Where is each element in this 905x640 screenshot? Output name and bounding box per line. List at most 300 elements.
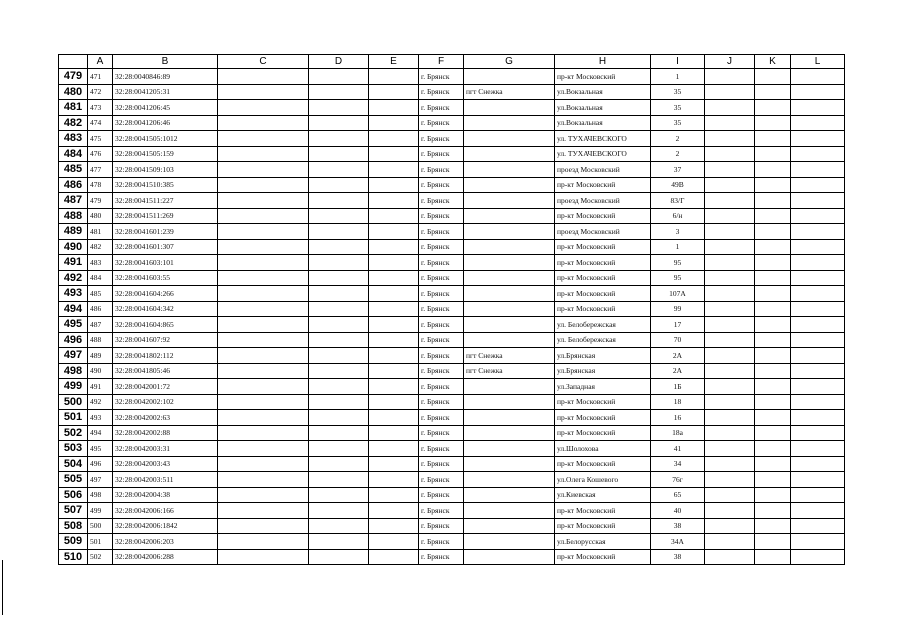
cell-d[interactable] [309, 332, 369, 348]
cell-a[interactable]: 476 [88, 146, 113, 162]
cell-g[interactable] [464, 69, 555, 85]
cell-d[interactable] [309, 472, 369, 488]
cell-l[interactable] [791, 410, 845, 426]
cell-k[interactable] [755, 131, 791, 147]
cell-f[interactable]: г. Брянск [419, 363, 464, 379]
cell-d[interactable] [309, 177, 369, 193]
cell-i[interactable]: 95 [651, 255, 705, 271]
cell-l[interactable] [791, 224, 845, 240]
cell-e[interactable] [369, 255, 419, 271]
cell-c[interactable] [218, 425, 309, 441]
cell-c[interactable] [218, 379, 309, 395]
cell-g[interactable]: пгт Снежка [464, 363, 555, 379]
cell-g[interactable] [464, 208, 555, 224]
cell-c[interactable] [218, 193, 309, 209]
row-number[interactable]: 494 [59, 301, 88, 317]
row-number[interactable]: 481 [59, 100, 88, 116]
cell-c[interactable] [218, 487, 309, 503]
cell-i[interactable]: 95 [651, 270, 705, 286]
cell-i[interactable]: 6/н [651, 208, 705, 224]
cell-h[interactable]: пр-кт Московский [555, 425, 651, 441]
cell-b[interactable]: 32:28:0042003:31 [113, 441, 218, 457]
cell-j[interactable] [705, 208, 755, 224]
cell-k[interactable] [755, 84, 791, 100]
row-number[interactable]: 496 [59, 332, 88, 348]
cell-h[interactable]: ул.Брянская [555, 348, 651, 364]
cell-i[interactable]: 2А [651, 363, 705, 379]
cell-j[interactable] [705, 177, 755, 193]
cell-c[interactable] [218, 255, 309, 271]
cell-j[interactable] [705, 456, 755, 472]
cell-a[interactable]: 498 [88, 487, 113, 503]
cell-i[interactable]: 34 [651, 456, 705, 472]
cell-d[interactable] [309, 224, 369, 240]
cell-c[interactable] [218, 162, 309, 178]
cell-a[interactable]: 481 [88, 224, 113, 240]
cell-e[interactable] [369, 534, 419, 550]
cell-h[interactable]: пр-кт Московский [555, 239, 651, 255]
cell-a[interactable]: 493 [88, 410, 113, 426]
cell-h[interactable]: пр-кт Московский [555, 270, 651, 286]
cell-l[interactable] [791, 503, 845, 519]
cell-c[interactable] [218, 286, 309, 302]
cell-d[interactable] [309, 549, 369, 565]
cell-b[interactable]: 32:28:0042003:43 [113, 456, 218, 472]
cell-g[interactable] [464, 487, 555, 503]
cell-i[interactable]: 38 [651, 549, 705, 565]
cell-b[interactable]: 32:28:0041603:101 [113, 255, 218, 271]
cell-e[interactable] [369, 549, 419, 565]
cell-d[interactable] [309, 131, 369, 147]
cell-j[interactable] [705, 363, 755, 379]
cell-g[interactable] [464, 115, 555, 131]
cell-i[interactable]: 17 [651, 317, 705, 333]
cell-c[interactable] [218, 456, 309, 472]
cell-k[interactable] [755, 224, 791, 240]
cell-e[interactable] [369, 348, 419, 364]
cell-l[interactable] [791, 363, 845, 379]
cell-j[interactable] [705, 255, 755, 271]
cell-a[interactable]: 502 [88, 549, 113, 565]
cell-g[interactable] [464, 301, 555, 317]
cell-k[interactable] [755, 456, 791, 472]
cell-h[interactable]: ул.Шолохова [555, 441, 651, 457]
cell-i[interactable]: 16 [651, 410, 705, 426]
cell-f[interactable]: г. Брянск [419, 69, 464, 85]
cell-e[interactable] [369, 518, 419, 534]
cell-k[interactable] [755, 472, 791, 488]
cell-k[interactable] [755, 69, 791, 85]
cell-b[interactable]: 32:28:0041505:159 [113, 146, 218, 162]
cell-f[interactable]: г. Брянск [419, 394, 464, 410]
cell-c[interactable] [218, 69, 309, 85]
cell-e[interactable] [369, 363, 419, 379]
cell-b[interactable]: 32:28:0041805:46 [113, 363, 218, 379]
cell-k[interactable] [755, 503, 791, 519]
cell-k[interactable] [755, 115, 791, 131]
cell-g[interactable] [464, 177, 555, 193]
cell-d[interactable] [309, 208, 369, 224]
cell-h[interactable]: проезд Московский [555, 162, 651, 178]
cell-e[interactable] [369, 69, 419, 85]
row-number[interactable]: 503 [59, 441, 88, 457]
cell-k[interactable] [755, 363, 791, 379]
cell-j[interactable] [705, 115, 755, 131]
cell-l[interactable] [791, 456, 845, 472]
cell-c[interactable] [218, 115, 309, 131]
cell-f[interactable]: г. Брянск [419, 84, 464, 100]
cell-g[interactable] [464, 441, 555, 457]
cell-g[interactable] [464, 456, 555, 472]
cell-a[interactable]: 474 [88, 115, 113, 131]
row-number[interactable]: 505 [59, 472, 88, 488]
cell-f[interactable]: г. Брянск [419, 472, 464, 488]
cell-g[interactable] [464, 239, 555, 255]
cell-h[interactable]: ул.Вокзальная [555, 115, 651, 131]
cell-i[interactable]: 40 [651, 503, 705, 519]
cell-d[interactable] [309, 425, 369, 441]
cell-k[interactable] [755, 534, 791, 550]
cell-k[interactable] [755, 177, 791, 193]
row-number[interactable]: 500 [59, 394, 88, 410]
cell-i[interactable]: 37 [651, 162, 705, 178]
cell-j[interactable] [705, 301, 755, 317]
cell-l[interactable] [791, 115, 845, 131]
cell-k[interactable] [755, 317, 791, 333]
cell-f[interactable]: г. Брянск [419, 534, 464, 550]
cell-j[interactable] [705, 100, 755, 116]
column-header-f[interactable]: F [419, 55, 464, 69]
cell-e[interactable] [369, 332, 419, 348]
cell-e[interactable] [369, 410, 419, 426]
row-number[interactable]: 484 [59, 146, 88, 162]
column-header-k[interactable]: K [755, 55, 791, 69]
row-number[interactable]: 488 [59, 208, 88, 224]
cell-f[interactable]: г. Брянск [419, 162, 464, 178]
cell-h[interactable]: ул.Олега Кошевого [555, 472, 651, 488]
column-header-b[interactable]: B [113, 55, 218, 69]
row-number[interactable]: 498 [59, 363, 88, 379]
cell-c[interactable] [218, 317, 309, 333]
cell-j[interactable] [705, 472, 755, 488]
cell-a[interactable]: 475 [88, 131, 113, 147]
column-header-l[interactable]: L [791, 55, 845, 69]
cell-l[interactable] [791, 239, 845, 255]
cell-l[interactable] [791, 162, 845, 178]
cell-a[interactable]: 500 [88, 518, 113, 534]
cell-g[interactable] [464, 518, 555, 534]
cell-h[interactable]: ул.Киевская [555, 487, 651, 503]
cell-c[interactable] [218, 270, 309, 286]
cell-h[interactable]: ул. Белобережская [555, 317, 651, 333]
cell-c[interactable] [218, 394, 309, 410]
cell-f[interactable]: г. Брянск [419, 146, 464, 162]
cell-b[interactable]: 32:28:0041511:227 [113, 193, 218, 209]
cell-j[interactable] [705, 286, 755, 302]
cell-b[interactable]: 32:28:0041509:103 [113, 162, 218, 178]
cell-e[interactable] [369, 224, 419, 240]
cell-h[interactable]: проезд Московский [555, 224, 651, 240]
cell-c[interactable] [218, 534, 309, 550]
cell-l[interactable] [791, 534, 845, 550]
cell-b[interactable]: 32:28:0041604:342 [113, 301, 218, 317]
cell-l[interactable] [791, 177, 845, 193]
cell-i[interactable]: 18 [651, 394, 705, 410]
row-number[interactable]: 480 [59, 84, 88, 100]
cell-d[interactable] [309, 456, 369, 472]
cell-a[interactable]: 473 [88, 100, 113, 116]
cell-h[interactable]: ул.Белорусская [555, 534, 651, 550]
cell-a[interactable]: 479 [88, 193, 113, 209]
cell-l[interactable] [791, 332, 845, 348]
cell-b[interactable]: 32:28:0041604:865 [113, 317, 218, 333]
cell-i[interactable]: 2А [651, 348, 705, 364]
cell-f[interactable]: г. Брянск [419, 131, 464, 147]
cell-h[interactable]: пр-кт Московский [555, 255, 651, 271]
cell-l[interactable] [791, 255, 845, 271]
cell-h[interactable]: пр-кт Московский [555, 549, 651, 565]
row-number[interactable]: 506 [59, 487, 88, 503]
cell-f[interactable]: г. Брянск [419, 379, 464, 395]
cell-b[interactable]: 32:28:0041205:31 [113, 84, 218, 100]
row-number[interactable]: 495 [59, 317, 88, 333]
cell-g[interactable] [464, 394, 555, 410]
cell-l[interactable] [791, 131, 845, 147]
cell-b[interactable]: 32:28:0042002:102 [113, 394, 218, 410]
cell-j[interactable] [705, 193, 755, 209]
cell-j[interactable] [705, 425, 755, 441]
cell-i[interactable]: 1 [651, 239, 705, 255]
cell-b[interactable]: 32:28:0042001:72 [113, 379, 218, 395]
cell-d[interactable] [309, 69, 369, 85]
cell-e[interactable] [369, 317, 419, 333]
cell-l[interactable] [791, 394, 845, 410]
cell-h[interactable]: ул.Брянская [555, 363, 651, 379]
cell-a[interactable]: 501 [88, 534, 113, 550]
cell-b[interactable]: 32:28:0041601:239 [113, 224, 218, 240]
cell-d[interactable] [309, 286, 369, 302]
cell-l[interactable] [791, 487, 845, 503]
cell-e[interactable] [369, 239, 419, 255]
cell-i[interactable]: 3 [651, 224, 705, 240]
cell-f[interactable]: г. Брянск [419, 239, 464, 255]
cell-j[interactable] [705, 394, 755, 410]
cell-h[interactable]: пр-кт Московский [555, 456, 651, 472]
cell-g[interactable] [464, 317, 555, 333]
row-number[interactable]: 501 [59, 410, 88, 426]
cell-f[interactable]: г. Брянск [419, 255, 464, 271]
row-number[interactable]: 489 [59, 224, 88, 240]
cell-h[interactable]: пр-кт Московский [555, 69, 651, 85]
cell-b[interactable]: 32:28:0042004:38 [113, 487, 218, 503]
cell-e[interactable] [369, 162, 419, 178]
cell-f[interactable]: г. Брянск [419, 332, 464, 348]
cell-g[interactable] [464, 286, 555, 302]
column-header-e[interactable]: E [369, 55, 419, 69]
cell-k[interactable] [755, 518, 791, 534]
cell-e[interactable] [369, 503, 419, 519]
cell-k[interactable] [755, 100, 791, 116]
cell-k[interactable] [755, 301, 791, 317]
cell-h[interactable]: ул.Западная [555, 379, 651, 395]
cell-k[interactable] [755, 549, 791, 565]
cell-j[interactable] [705, 224, 755, 240]
cell-g[interactable] [464, 270, 555, 286]
cell-f[interactable]: г. Брянск [419, 348, 464, 364]
cell-j[interactable] [705, 131, 755, 147]
cell-l[interactable] [791, 348, 845, 364]
row-number[interactable]: 509 [59, 534, 88, 550]
cell-f[interactable]: г. Брянск [419, 456, 464, 472]
row-number[interactable]: 504 [59, 456, 88, 472]
cell-h[interactable]: ул.Вокзальная [555, 84, 651, 100]
cell-j[interactable] [705, 348, 755, 364]
cell-d[interactable] [309, 441, 369, 457]
cell-c[interactable] [218, 363, 309, 379]
cell-j[interactable] [705, 162, 755, 178]
cell-f[interactable]: г. Брянск [419, 549, 464, 565]
cell-b[interactable]: 32:28:0042003:511 [113, 472, 218, 488]
cell-a[interactable]: 477 [88, 162, 113, 178]
cell-h[interactable]: пр-кт Московский [555, 177, 651, 193]
cell-f[interactable]: г. Брянск [419, 224, 464, 240]
cell-i[interactable]: 99 [651, 301, 705, 317]
cell-l[interactable] [791, 270, 845, 286]
cell-d[interactable] [309, 301, 369, 317]
cell-g[interactable] [464, 549, 555, 565]
cell-h[interactable]: проезд Московский [555, 193, 651, 209]
cell-h[interactable]: пр-кт Московский [555, 518, 651, 534]
cell-k[interactable] [755, 332, 791, 348]
cell-j[interactable] [705, 317, 755, 333]
cell-f[interactable]: г. Брянск [419, 317, 464, 333]
cell-l[interactable] [791, 441, 845, 457]
cell-l[interactable] [791, 193, 845, 209]
cell-a[interactable]: 496 [88, 456, 113, 472]
cell-e[interactable] [369, 208, 419, 224]
cell-e[interactable] [369, 100, 419, 116]
cell-a[interactable]: 492 [88, 394, 113, 410]
cell-c[interactable] [218, 146, 309, 162]
row-number[interactable]: 510 [59, 549, 88, 565]
cell-f[interactable]: г. Брянск [419, 425, 464, 441]
corner-header[interactable] [59, 55, 88, 69]
cell-e[interactable] [369, 394, 419, 410]
cell-j[interactable] [705, 69, 755, 85]
cell-g[interactable] [464, 534, 555, 550]
cell-f[interactable]: г. Брянск [419, 487, 464, 503]
cell-j[interactable] [705, 332, 755, 348]
cell-l[interactable] [791, 379, 845, 395]
cell-f[interactable]: г. Брянск [419, 193, 464, 209]
cell-f[interactable]: г. Брянск [419, 503, 464, 519]
cell-d[interactable] [309, 503, 369, 519]
cell-i[interactable]: 49В [651, 177, 705, 193]
cell-i[interactable]: 107А [651, 286, 705, 302]
cell-b[interactable]: 32:28:0042002:63 [113, 410, 218, 426]
cell-c[interactable] [218, 224, 309, 240]
cell-i[interactable]: 35 [651, 84, 705, 100]
cell-b[interactable]: 32:28:0042006:203 [113, 534, 218, 550]
cell-g[interactable] [464, 472, 555, 488]
cell-h[interactable]: пр-кт Московский [555, 208, 651, 224]
cell-c[interactable] [218, 100, 309, 116]
cell-h[interactable]: пр-кт Московский [555, 286, 651, 302]
cell-j[interactable] [705, 84, 755, 100]
cell-a[interactable]: 499 [88, 503, 113, 519]
cell-d[interactable] [309, 84, 369, 100]
cell-f[interactable]: г. Брянск [419, 286, 464, 302]
row-number[interactable]: 479 [59, 69, 88, 85]
cell-a[interactable]: 497 [88, 472, 113, 488]
cell-a[interactable]: 472 [88, 84, 113, 100]
cell-b[interactable]: 32:28:0042002:88 [113, 425, 218, 441]
cell-b[interactable]: 32:28:0042006:166 [113, 503, 218, 519]
cell-l[interactable] [791, 100, 845, 116]
cell-c[interactable] [218, 518, 309, 534]
cell-k[interactable] [755, 441, 791, 457]
cell-i[interactable]: 70 [651, 332, 705, 348]
cell-e[interactable] [369, 301, 419, 317]
cell-e[interactable] [369, 131, 419, 147]
cell-a[interactable]: 490 [88, 363, 113, 379]
cell-e[interactable] [369, 115, 419, 131]
cell-a[interactable]: 487 [88, 317, 113, 333]
cell-l[interactable] [791, 208, 845, 224]
row-number[interactable]: 490 [59, 239, 88, 255]
cell-l[interactable] [791, 549, 845, 565]
cell-a[interactable]: 480 [88, 208, 113, 224]
cell-k[interactable] [755, 410, 791, 426]
cell-b[interactable]: 32:28:0041510:385 [113, 177, 218, 193]
cell-a[interactable]: 484 [88, 270, 113, 286]
cell-d[interactable] [309, 394, 369, 410]
row-number[interactable]: 497 [59, 348, 88, 364]
cell-i[interactable]: 35 [651, 100, 705, 116]
cell-d[interactable] [309, 162, 369, 178]
cell-a[interactable]: 483 [88, 255, 113, 271]
cell-i[interactable]: 2 [651, 131, 705, 147]
cell-f[interactable]: г. Брянск [419, 177, 464, 193]
row-number[interactable]: 491 [59, 255, 88, 271]
cell-h[interactable]: пр-кт Московский [555, 301, 651, 317]
cell-l[interactable] [791, 301, 845, 317]
cell-b[interactable]: 32:28:0041505:1012 [113, 131, 218, 147]
cell-b[interactable]: 32:28:0040846:89 [113, 69, 218, 85]
cell-c[interactable] [218, 441, 309, 457]
cell-d[interactable] [309, 146, 369, 162]
cell-e[interactable] [369, 146, 419, 162]
cell-b[interactable]: 32:28:0042006:1842 [113, 518, 218, 534]
cell-l[interactable] [791, 69, 845, 85]
cell-l[interactable] [791, 472, 845, 488]
cell-c[interactable] [218, 503, 309, 519]
cell-k[interactable] [755, 348, 791, 364]
cell-k[interactable] [755, 146, 791, 162]
cell-g[interactable] [464, 131, 555, 147]
row-number[interactable]: 499 [59, 379, 88, 395]
cell-c[interactable] [218, 472, 309, 488]
cell-b[interactable]: 32:28:0041601:307 [113, 239, 218, 255]
cell-g[interactable] [464, 146, 555, 162]
cell-k[interactable] [755, 162, 791, 178]
cell-f[interactable]: г. Брянск [419, 301, 464, 317]
cell-c[interactable] [218, 410, 309, 426]
cell-j[interactable] [705, 503, 755, 519]
cell-a[interactable]: 495 [88, 441, 113, 457]
cell-a[interactable]: 491 [88, 379, 113, 395]
cell-k[interactable] [755, 193, 791, 209]
